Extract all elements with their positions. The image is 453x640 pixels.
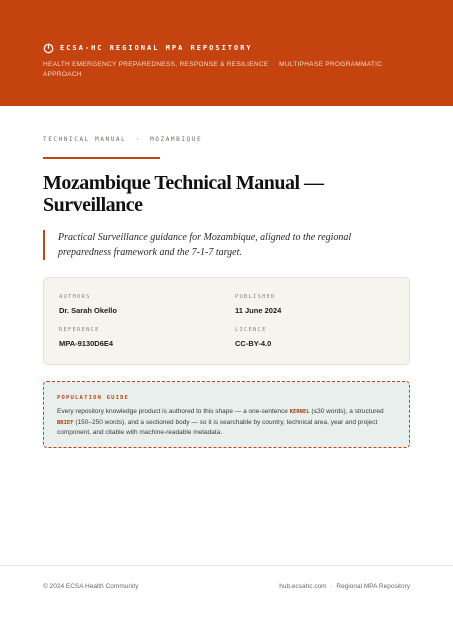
guide-label: POPULATION GUIDE — [57, 395, 130, 401]
metadata-card — [43, 277, 410, 365]
licence-value: CC-BY-4.0 — [235, 339, 272, 348]
program-approach: MULTIPHASE PROGRAMMATIC APPROACH — [43, 61, 383, 78]
document-country: MOZAMBIQUE — [150, 136, 203, 143]
subtitle-separator: · — [272, 61, 276, 68]
summary-text: Practical Surveillance guidance for Mozambique, aligned to the regional preparedness framework and the 7-1-7 target. — [58, 232, 352, 258]
guide-text-part: (150–250 words), and a sectioned body — so it is searchable by country, technical area, year and project component, and citable with machine-readable metadata. — [57, 418, 378, 436]
program-subtitle — [43, 60, 383, 80]
accent-rule — [43, 157, 160, 159]
summary-quote — [43, 230, 388, 260]
document-type: TECHNICAL MANUAL — [43, 136, 127, 143]
repository-title — [43, 42, 253, 54]
licence-label: LICENCE — [235, 327, 267, 333]
authors-value: Dr. Sarah Okello — [59, 306, 117, 315]
brief-code: BRIEF — [57, 419, 74, 426]
footer-divider — [0, 565, 453, 566]
licence-field — [235, 327, 271, 348]
authors-field — [59, 294, 117, 315]
guide-text-part: Every repository knowledge product is authored to this shape — a one-sentence — [57, 408, 290, 415]
guide-text — [57, 407, 397, 439]
kernel-code: KERNEL — [289, 409, 310, 415]
footer-site-link[interactable]: hub.ecsahc.com — [279, 583, 327, 590]
footer-separator: · — [330, 583, 333, 590]
footer-copyright: © 2024 ECSA Health Community — [43, 583, 139, 590]
page-title: Mozambique Technical Manual — Surveillance — [43, 172, 324, 216]
population-guide — [43, 381, 410, 448]
reference-value: MPA-9130D6E4 — [59, 339, 114, 348]
header-banner — [0, 0, 453, 106]
power-icon — [43, 43, 54, 54]
program-name: HEALTH EMERGENCY PREPAREDNESS, RESPONSE & RESILIENCE — [43, 61, 269, 68]
guide-text-part: (≤30 words), a structured — [309, 408, 384, 415]
kicker-separator: · — [135, 136, 141, 143]
footer-site-name: Regional MPA Repository — [336, 583, 410, 590]
document-kicker — [43, 136, 202, 143]
published-value: 11 June 2024 — [235, 306, 282, 315]
published-label: PUBLISHED — [235, 294, 276, 300]
authors-label: AUTHORS — [59, 294, 91, 300]
published-field — [235, 294, 281, 315]
footer-site — [279, 583, 410, 590]
reference-label: REFERENCE — [59, 327, 100, 333]
reference-field — [59, 327, 113, 348]
repository-name: ECSA-HC REGIONAL MPA REPOSITORY — [60, 44, 253, 52]
